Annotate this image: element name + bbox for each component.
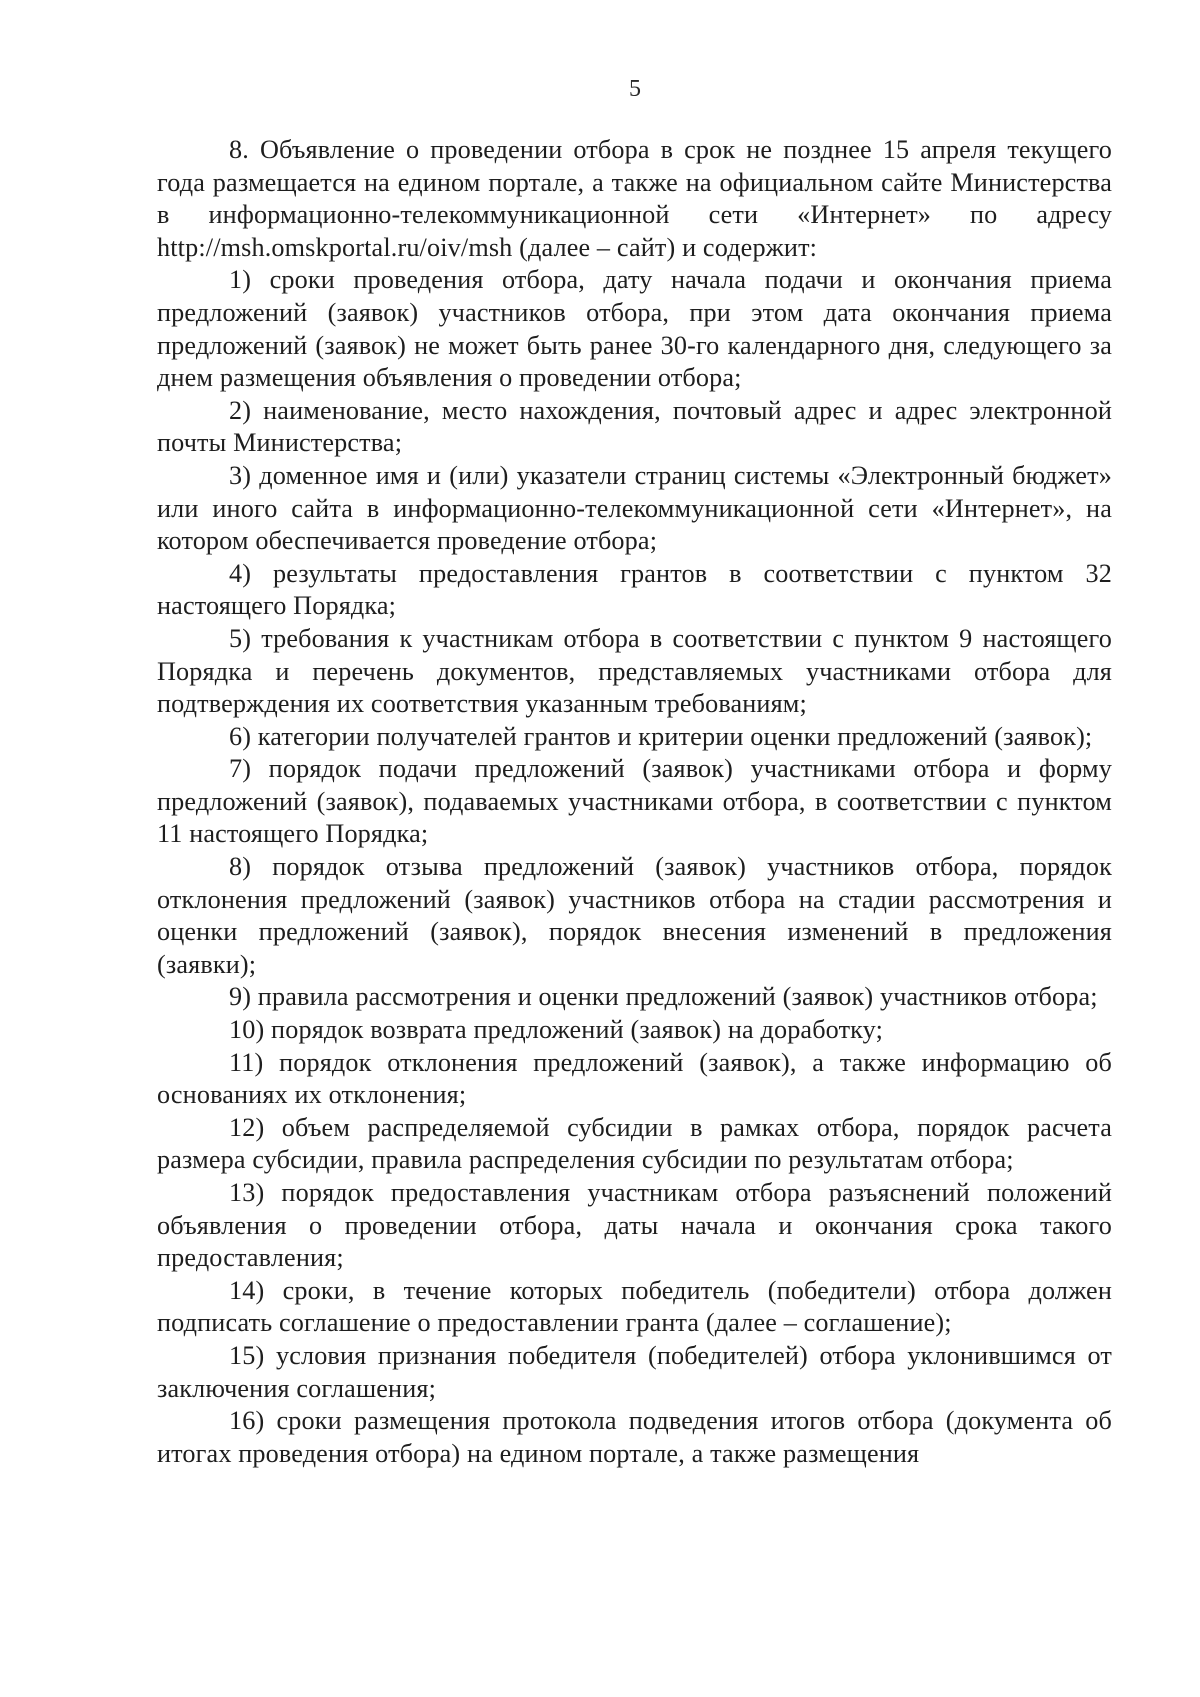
list-item-11: 11) порядок отклонения предложений (заявок), а также информацию об основаниях их отклонения; bbox=[157, 1047, 1112, 1110]
list-item-13: 13) порядок предоставления участникам отбора разъяснений положений объявления о проведении отбора, даты начала и окончания срока такого предоставления; bbox=[157, 1178, 1112, 1273]
document-body bbox=[157, 134, 1112, 1470]
list-item-10: 10) порядок возврата предложений (заявок) на доработку; bbox=[229, 1015, 883, 1045]
list-item-2: 2) наименование, место нахождения, почтовый адрес и адрес электронной почты Министерства; bbox=[157, 395, 1112, 458]
list-item-14: 14) сроки, в течение которых победитель (победители) отбора должен подписать соглашение о предоставлении гранта (далее – соглашение); bbox=[157, 1275, 1112, 1338]
list-item-16: 16) сроки размещения протокола подведения итогов отбора (документа об итогах проведения отбора) на едином портале, а также размещения bbox=[157, 1406, 1112, 1468]
list-item-15: 15) условия признания победителя (победителей) отбора уклонившимся от заключения соглашения; bbox=[157, 1340, 1112, 1403]
list-item-12: 12) объем распределяемой субсидии в рамках отбора, порядок расчета размера субсидии, правила распределения субсидии по результатам отбора; bbox=[157, 1112, 1112, 1175]
list-item-9: 9) правила рассмотрения и оценки предложений (заявок) участников отбора; bbox=[229, 982, 1098, 1012]
list-item-8: 8) порядок отзыва предложений (заявок) участников отбора, порядок отклонения предложений (заявок) участников отбора на стадии рассмотрения и оценки предложений (заявок), порядок внесения изменений в предложения (заявки); bbox=[157, 852, 1112, 979]
page-number: 5 bbox=[629, 76, 641, 102]
paragraph-clause-8: 8. Объявление о проведении отбора в срок не позднее 15 апреля текущего года размещается на едином портале, а также на официальном сайте Министерства в информационно-телекоммуникационной сети «Интернет» по адресу http://msh.omskportal.ru/oiv/msh (далее – сайт) и содержит: bbox=[157, 135, 1112, 262]
list-item-7: 7) порядок подачи предложений (заявок) участниками отбора и форму предложений (заявок), подаваемых участниками отбора, в соответствии с пунктом 11 настоящего Порядка; bbox=[157, 754, 1112, 849]
list-item-3: 3) доменное имя и (или) указатели страниц системы «Электронный бюджет» или иного сайта в информационно-телекоммуникационной сети «Интернет», на котором обеспечивается проведение отбора; bbox=[157, 460, 1112, 556]
list-item-4: 4) результаты предоставления грантов в соответствии с пунктом 32 настоящего Порядка; bbox=[157, 558, 1112, 621]
list-item-1: 1) сроки проведения отбора, дату начала подачи и окончания приема предложений (заявок) участников отбора, при этом дата окончания приема предложений (заявок) не может быть ранее 30-го календарного дня, следующего за днем размещения объявления о проведении отбора; bbox=[157, 265, 1112, 393]
list-item-6: 6) категории получателей грантов и критерии оценки предложений (заявок); bbox=[229, 721, 1093, 751]
list-item-5: 5) требования к участникам отбора в соответствии с пунктом 9 настоящего Порядка и перечень документов, представляемых участниками отбора для подтверждения их соответствия указанным требованиям; bbox=[157, 623, 1112, 719]
